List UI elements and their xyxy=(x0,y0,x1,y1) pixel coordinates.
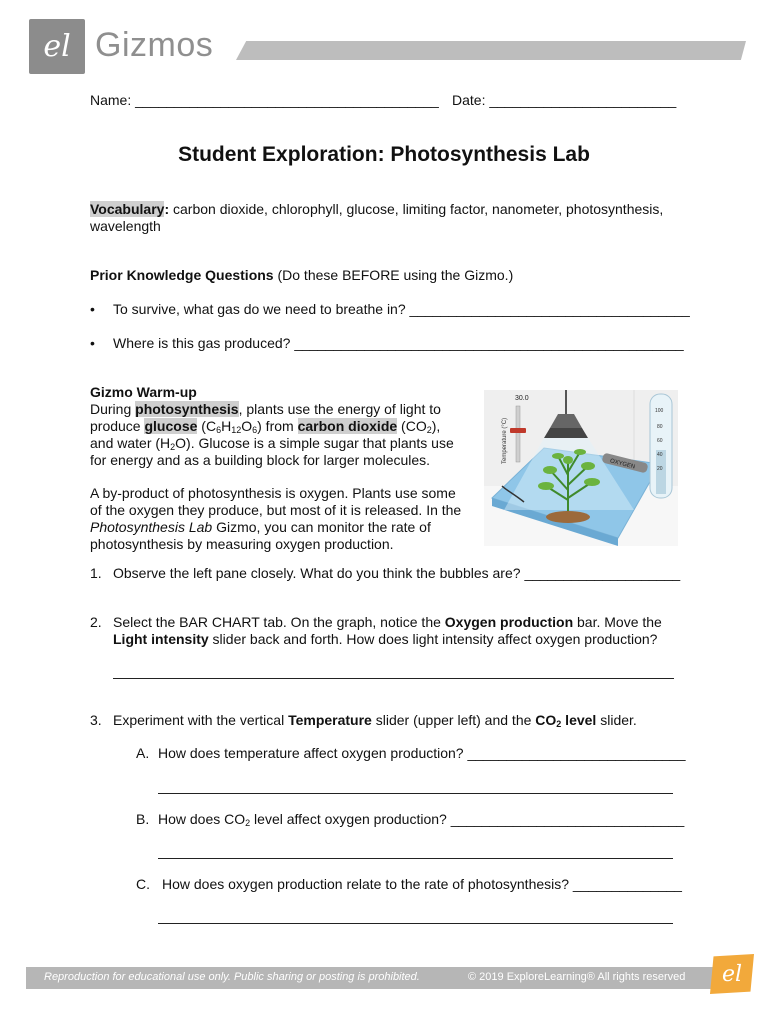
gizmo-name: Photosynthesis Lab xyxy=(90,519,213,535)
vocabulary-colon: : xyxy=(164,201,170,217)
scale-label: 60 xyxy=(657,438,663,444)
subquestion-b-blank: ______________________________ xyxy=(450,811,685,827)
warmup-text: ), xyxy=(431,418,441,434)
question-1-blank: ____________________ xyxy=(524,565,681,581)
subquestion-c xyxy=(162,876,682,893)
subquestion-a-text: How does temperature affect oxygen production? xyxy=(158,745,468,761)
subscript: 2 xyxy=(426,425,432,435)
footer-copyright: © 2019 ExploreLearning® All rights reserved xyxy=(468,971,686,983)
question-2-text: bar. Move the xyxy=(573,614,662,630)
subquestion-c-text: How does oxygen production relate to the rate of photosynthesis? xyxy=(162,876,573,892)
warmup-text: produce xyxy=(90,418,145,434)
term-temperature: Temperature xyxy=(288,712,372,728)
explorelearning-logo-icon: el xyxy=(721,961,743,987)
header-bar xyxy=(236,41,746,60)
subquestion-a-label: A. xyxy=(136,745,150,761)
warmup-text: and water (H xyxy=(90,435,171,451)
prior-q1-blank: ____________________________________ xyxy=(409,301,690,317)
question-1-text: Observe the left pane closely. What do you think the bubbles are? xyxy=(113,565,525,581)
vocabulary-label: Vocabulary xyxy=(90,201,165,217)
prior-heading: Prior Knowledge Questions xyxy=(90,267,274,283)
term-co2-level: CO xyxy=(535,712,557,728)
question-1-number: 1. xyxy=(90,565,102,581)
bullet-icon: • xyxy=(90,335,95,351)
temperature-axis-label: Temperature (°C) xyxy=(502,417,508,464)
scale-label: 40 xyxy=(657,452,663,458)
scale-label: 80 xyxy=(657,424,663,430)
answer-line xyxy=(113,678,674,679)
date-label: Date: xyxy=(452,92,486,108)
subquestion-b-text: How does CO xyxy=(158,811,246,827)
warmup-text: H xyxy=(221,418,232,434)
warmup-text: , plants use the energy of light to xyxy=(238,401,441,417)
prior-question-1 xyxy=(113,301,690,318)
name-blank: _______________________________________ xyxy=(135,92,439,108)
subscript: 2 xyxy=(245,818,251,828)
question-3-number: 3. xyxy=(90,712,102,728)
warmup-text: (C xyxy=(197,418,217,434)
date-blank: ________________________ xyxy=(489,92,677,108)
subscript: 2 xyxy=(556,719,562,729)
question-3 xyxy=(113,712,637,729)
warmup-text: (CO xyxy=(397,418,427,434)
term-photosynthesis: photosynthesis xyxy=(135,401,239,417)
question-1 xyxy=(113,565,680,582)
brand-name: Gizmos xyxy=(95,26,214,64)
photosynthesis-lab-illustration xyxy=(484,390,678,546)
question-3-text: slider. xyxy=(596,712,637,728)
prior-knowledge-heading xyxy=(90,267,513,284)
prior-q2-blank: __________________________________________________ xyxy=(294,335,684,351)
term-co2-level: level xyxy=(561,712,597,728)
subquestion-b xyxy=(158,811,684,828)
question-2-text: Select the BAR CHART tab. On the graph, notice the xyxy=(113,614,445,630)
subquestion-a-blank: ____________________________ xyxy=(467,745,686,761)
warmup-text: O). Glucose is a simple sugar that plants use xyxy=(175,435,454,451)
page-title: Student Exploration: Photosynthesis Lab xyxy=(178,143,590,166)
prior-q2-text: Where is this gas produced? xyxy=(113,335,295,351)
bullet-icon: • xyxy=(90,301,95,317)
subquestion-b-label: B. xyxy=(136,811,150,827)
question-2-text: slider back and forth. How does light intensity affect oxygen production? xyxy=(208,631,658,647)
name-label: Name: xyxy=(90,92,132,108)
temperature-slider-handle xyxy=(510,428,526,433)
warmup-text: of the oxygen they produce, but most of it is released. In the xyxy=(90,502,462,518)
date-field xyxy=(452,92,676,109)
subquestion-c-blank: ______________ xyxy=(572,876,682,892)
term-light-intensity: Light intensity xyxy=(113,631,209,647)
subquestion-c-label: C. xyxy=(136,876,150,892)
question-3-text: slider (upper left) and the xyxy=(371,712,536,728)
question-2-number: 2. xyxy=(90,614,102,630)
scale-label: 20 xyxy=(657,466,663,472)
subscript: 6 xyxy=(216,425,222,435)
subscript: 12 xyxy=(231,425,242,435)
scale-label: 100 xyxy=(655,408,664,414)
subscript: 6 xyxy=(252,425,258,435)
warmup-text: A by-product of photosynthesis is oxygen. Plants use some xyxy=(90,485,456,501)
subquestion-a xyxy=(158,745,686,762)
term-oxygen-production: Oxygen production xyxy=(444,614,574,630)
warmup-text: Gizmo, you can monitor the rate of xyxy=(212,519,431,535)
prior-note: (Do these BEFORE using the Gizmo.) xyxy=(277,267,514,283)
warmup-text: for energy and as a building block for larger molecules. xyxy=(90,452,431,468)
warmup-section xyxy=(90,384,470,553)
term-glucose: glucose xyxy=(144,418,198,434)
answer-line xyxy=(158,923,673,924)
vocabulary-terms: carbon dioxide, chlorophyll, glucose, limiting factor, nanometer, photosynthesis, xyxy=(173,201,664,217)
warmup-text: O xyxy=(241,418,253,434)
vocabulary xyxy=(90,201,690,235)
prior-q1-text: To survive, what gas do we need to breathe in? xyxy=(113,301,410,317)
lab-apparatus-svg xyxy=(484,390,678,546)
question-3-text: Experiment with the vertical xyxy=(113,712,289,728)
answer-line xyxy=(158,858,673,859)
temperature-value: 30.0 xyxy=(515,395,529,402)
warmup-heading: Gizmo Warm-up xyxy=(90,384,197,400)
oxygen-sensor-label: OXYGEN xyxy=(609,458,636,471)
warmup-text: During xyxy=(90,401,136,417)
prior-question-2 xyxy=(113,335,684,352)
gizmos-logo-icon: el xyxy=(43,29,71,64)
warmup-text: ) from xyxy=(257,418,298,434)
name-field xyxy=(90,92,439,109)
vocabulary-terms-cont: wavelength xyxy=(90,218,161,234)
term-carbon-dioxide: carbon dioxide xyxy=(297,418,398,434)
warmup-text: photosynthesis by measuring oxygen production. xyxy=(90,536,394,552)
question-2 xyxy=(113,614,683,648)
footer-notice: Reproduction for educational use only. Public sharing or posting is prohibited. xyxy=(44,971,420,983)
subquestion-b-text: level affect oxygen production? xyxy=(250,811,451,827)
subscript: 2 xyxy=(170,442,176,452)
answer-line xyxy=(158,793,673,794)
